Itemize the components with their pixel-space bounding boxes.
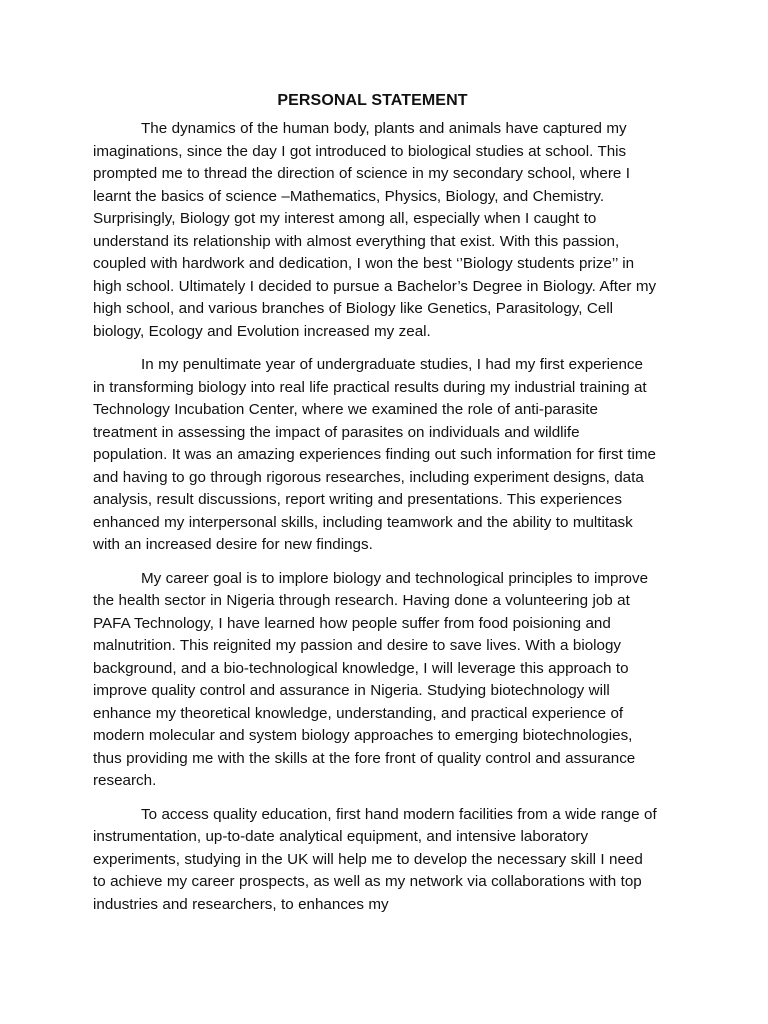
paragraph-4: To access quality education, first hand modern facilities from a wide range of instrumentation, up-to-date analytical equipment, and intensive laboratory experiments, studying in the UK will help me to develop the necessary skill I need to achieve my career prospects, as well as my network via collaborations with top industries and researchers, to enhances my [93,805,657,913]
document-title: PERSONAL STATEMENT [277,92,468,109]
paragraph-3: My career goal is to implore biology and technological principles to improve the health sector in Nigeria through research. Having done a volunteering job at PAFA Technology, I have learned how people suffer from food poisioning and malnutrition. This reignited my passion and desire to save lives. With a biology background, and a bio-technological knowledge, I will leverage this approach to improve quality control and assurance in Nigeria. Studying biotechnology will enhance my theoretical knowledge, understanding, and practical experience of modern molecular and system biology approaches to emerging biotechnologies, thus providing me with the skills at the fore front of quality control and assurance research. [93,569,649,789]
paragraph-1: The dynamics of the human body, plants and animals have captured my imaginations, since the day I got introduced to biological studies at school. This prompted me to thread the direction of science in my secondary school, where I learnt the basics of science –Mathematics, Physics, Biology, and Chemistry. Surprisingly, Biology got my interest among all, especially when I caught to understand its relationship with almost everything that exist. With this passion, coupled with hardwork and dedication, I won the best ‘’Biology students prize’’ in high school. Ultimately I decided to pursue a Bachelor’s Degree in Biology. After my high school, and various branches of Biology like Genetics, Parasitology, Cell biology, Ecology and Evolution increased my zeal. [93,120,657,340]
paragraph-2: In my penultimate year of undergraduate studies, I had my first experience in transforming biology into real life practical results during my industrial training at Technology Incubation Center, where we examined the role of anti-parasite treatment in assessing the impact of parasites on individuals and wildlife population. It was an amazing experiences finding out such information for first time and having to go through rigorous researches, including experiment designs, data analysis, result discussions, report writing and presentations. This experiences enhanced my interpersonal skills, including teamwork and the ability to multitask with an increased desire for new findings. [93,356,656,553]
